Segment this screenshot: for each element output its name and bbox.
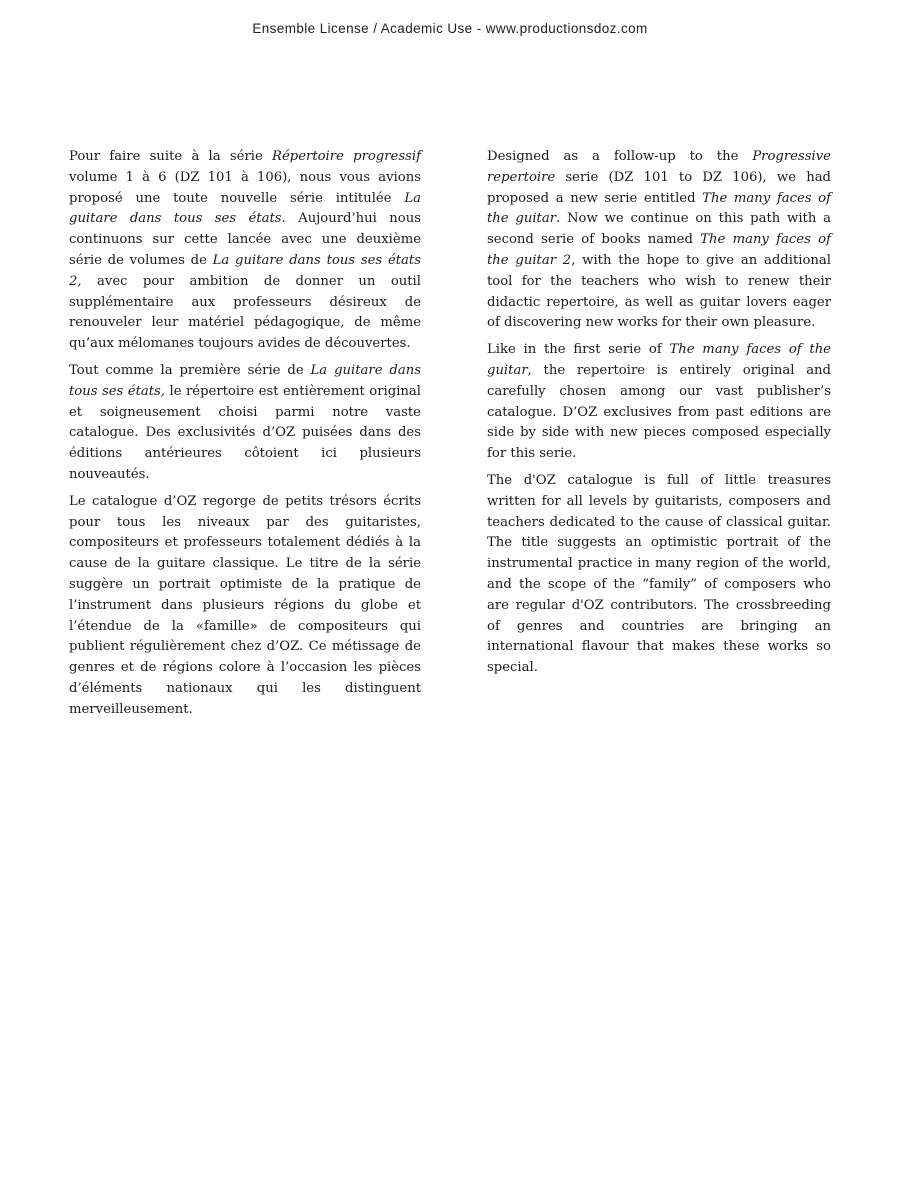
text-segment: avec pour ambition de donner un outil supplémentaire aux professeurs désireux de renouveler leur matériel pédagogique, de même qu’aux mélomanes toujours avides de découvertes. — [69, 273, 421, 352]
series-title-italic: The many faces of the guitar — [487, 190, 831, 227]
french-paragraph-1 — [69, 147, 421, 355]
french-paragraph-3: Le catalogue d’OZ regorge de petits trésors écrits pour tous les niveaux par des guitaristes, compositeurs et professeurs totalement dédiés à la cause de la guitare classique. Le titre de la série suggère un portrait optimiste de la pratique de l’instrument dans plusieurs régions du globe et l’étendue de la «famille» de compositeurs qui publient régulièrement chez d’OZ. Ce métissage de genres et de régions colore à l’occasion les pièces d’éléments nationaux qui les distinguent merveilleusement. — [69, 493, 421, 717]
french-column — [69, 147, 421, 727]
text-segment: volume 1 à 6 (DZ 101 à 106), nous vous avions proposé une toute nouvelle série intitulée — [69, 169, 421, 206]
series-title-italic: La guitare dans tous ses états 2, — [69, 252, 421, 289]
license-header: Ensemble License / Academic Use - www.productionsdoz.com — [252, 21, 648, 36]
english-column — [487, 147, 831, 685]
series-title-italic: La guitare dans tous ses états, — [69, 362, 421, 399]
english-paragraph-1 — [487, 147, 831, 334]
french-paragraph-2 — [69, 361, 421, 486]
english-paragraph-2 — [487, 340, 831, 465]
series-title-italic: The many faces of the guitar 2 — [487, 232, 831, 268]
text-segment: Designed as a follow-up to the — [487, 149, 753, 164]
text-segment: , the repertoire is entirely original and carefully chosen among our vast publisher’s catalogue. D’OZ exclusives from past editions are side by side with new pieces composed especially for this serie. — [487, 362, 831, 462]
series-title-italic: Répertoire progressif — [272, 149, 421, 164]
series-title-italic: The many faces of the guitar — [487, 342, 831, 378]
series-title-italic: La guitare dans tous ses états — [69, 190, 421, 227]
text-segment: . Now we continue on this path with a second serie of books named — [487, 211, 831, 248]
text-segment: Pour faire suite à la série — [69, 149, 273, 164]
text-segment: le répertoire est entièrement original et soigneusement choisi parmi notre vaste catalogue. Des exclusivités d’OZ puisées dans des éditions antérieures côtoient ici plusieurs nouveautés. — [69, 383, 421, 482]
text-segment: Tout comme la première série de — [69, 362, 311, 378]
series-title-italic: Progressive repertoire — [487, 149, 831, 185]
english-paragraph-3: The d'OZ catalogue is full of little treasures written for all levels by guitarists, composers and teachers dedicated to the cause of classical guitar. The title suggests an optimistic portrait of the instrumental practice in many region of the world, and the scope of the “family” of composers who are regular d'OZ contributors. The crossbreeding of genres and countries are bringing an international flavour that makes these works so special. — [487, 472, 831, 676]
text-segment: serie (DZ 101 to DZ 106), we had proposed a new serie entitled — [487, 169, 831, 206]
text-segment: , with the hope to give an additional tool for the teachers who wish to renew their didactic repertoire, as well as guitar lovers eager of discovering new works for their own pleasure. — [487, 252, 831, 331]
text-segment: Like in the first serie of — [487, 342, 670, 358]
text-segment: . Aujourd’hui nous continuons sur cette lancée avec une deuxième série de volumes de — [69, 211, 421, 268]
